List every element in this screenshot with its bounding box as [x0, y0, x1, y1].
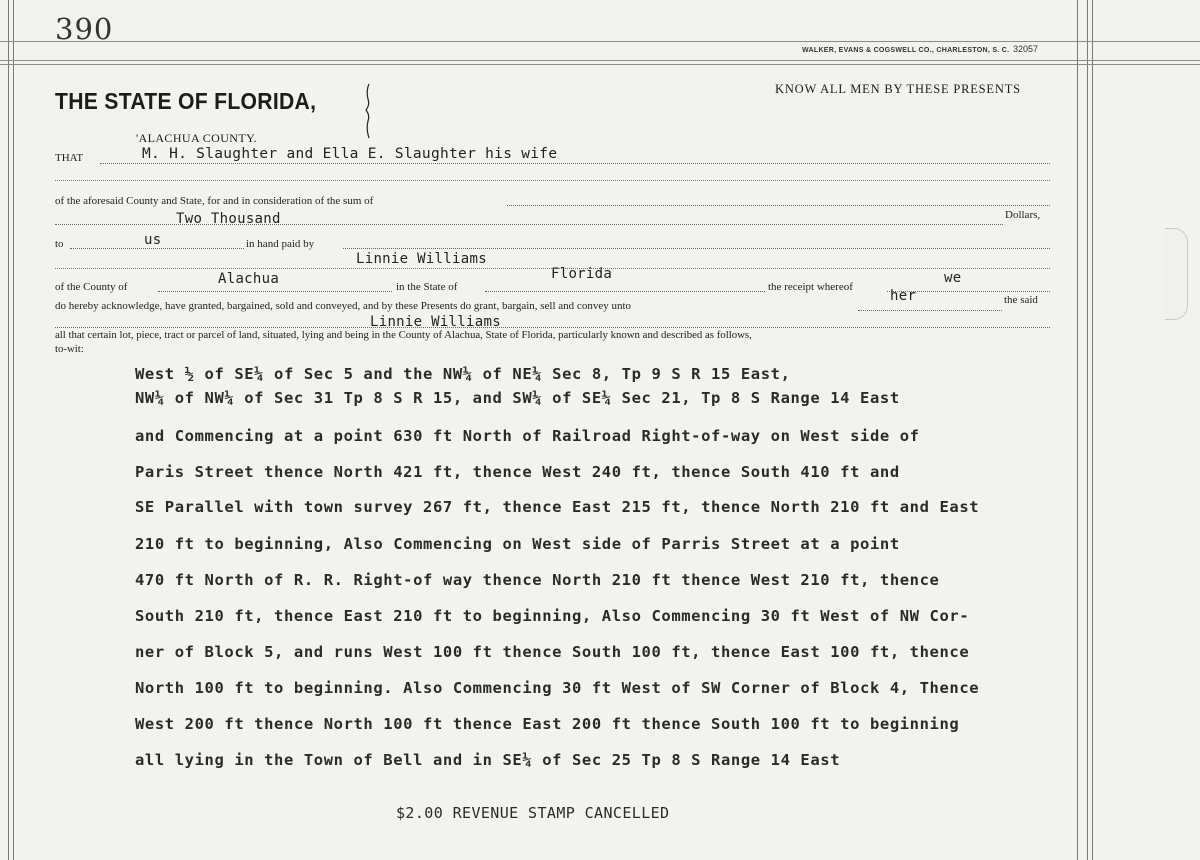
description-line: North 100 ft to beginning. Also Commencing 30 ft West of SW Corner of Block 4, Thence [135, 679, 980, 697]
state-title: THE STATE OF FLORIDA, [55, 88, 317, 114]
grantor-line [100, 163, 1050, 164]
grantee-name-1: Linnie Williams [356, 251, 487, 267]
county-line [158, 291, 392, 292]
brace-mark [363, 83, 373, 139]
description-line: all lying in the Town of Bell and in SE¼ of Sec 25 Tp 8 S Range 14 East [135, 751, 841, 769]
page-number: 390 [55, 12, 114, 46]
receipt-value: we [944, 270, 962, 286]
the-said-label: the said [1004, 294, 1038, 306]
dollars-label: Dollars, [1005, 209, 1041, 221]
unto-value: her [890, 288, 917, 304]
amount-line [55, 224, 1003, 225]
revenue-stamp-note: $2.00 REVENUE STAMP CANCELLED [396, 804, 670, 822]
county-heading: 'ALACHUA COUNTY. [136, 131, 258, 145]
description-line: NW¼ of NW¼ of Sec 31 Tp 8 S R 15, and SW¼ of SE¼ Sec 21, Tp 8 S Range 14 East [135, 389, 900, 407]
that-label: THAT [55, 152, 84, 164]
description-line: South 210 ft, thence East 210 ft to beginning, Also Commencing 30 ft West of NW Cor- [135, 607, 970, 625]
description-line: West 200 ft thence North 100 ft thence East 200 ft thence South 100 ft to beginning [135, 715, 960, 733]
top-rule-3 [0, 64, 1200, 65]
blank-line-1 [55, 180, 1050, 181]
binder-hole-mark [1165, 228, 1188, 320]
grantee-name-2: Linnie Williams [370, 314, 501, 330]
amount-words: Two Thousand [176, 211, 281, 227]
conveys-text: do hereby acknowledge, have granted, bargained, sold and conveyed, and by these Presents do grant, bargain, sell and convey unto [55, 300, 632, 312]
description-line: 470 ft North of R. R. Right-of way thence North 210 ft thence West 210 ft, thence [135, 571, 940, 589]
to-line [70, 248, 244, 249]
grantee-line-2 [55, 327, 1050, 328]
description-line: 210 ft to beginning, Also Commencing on West side of Parris Street at a point [135, 535, 900, 553]
printer-number: 32057 [1013, 44, 1039, 54]
description-line: West ½ of SE¼ of Sec 5 and the NW¼ of NE¼ Sec 8, Tp 9 S R 15 East, [135, 365, 791, 383]
printer-imprint: WALKER, EVANS & COGSWELL CO., CHARLESTON, S. C. [802, 47, 1010, 54]
description-line: and Commencing at a point 630 ft North of Railroad Right-of-way on West side of [135, 427, 920, 445]
state-value: Florida [551, 266, 613, 282]
paid-by-line [343, 248, 1050, 249]
right-margin-line-outer [1092, 0, 1093, 860]
right-margin-line [1077, 0, 1078, 860]
receipt-label: the receipt whereof [768, 281, 853, 293]
top-rule [0, 41, 1200, 42]
know-all-heading: KNOW ALL MEN BY THESE PRESENTS [775, 82, 1021, 96]
aforesaid-text: of the aforesaid County and State, for and in consideration of the sum of [55, 195, 374, 207]
state-of-label: in the State of [396, 281, 458, 293]
unto-line [858, 310, 1002, 311]
to-wit-label: to-wit: [55, 343, 84, 355]
paid-by-label: in hand paid by [246, 238, 315, 250]
state-line [485, 291, 765, 292]
top-rule-2 [0, 60, 1200, 61]
left-margin-line-inner [13, 0, 14, 860]
county-value: Alachua [218, 271, 280, 287]
description-line: ner of Block 5, and runs West 100 ft thence South 100 ft, thence East 100 ft, thence [135, 643, 970, 661]
land-text: all that certain lot, piece, tract or parcel of land, situated, lying and being in the County of Alachua, State of Florida, particularly known and described as follows, [55, 329, 752, 341]
to-value: us [144, 232, 162, 248]
left-margin-line [8, 0, 9, 860]
description-line: SE Parallel with town survey 267 ft, thence East 215 ft, thence North 210 ft and East [135, 498, 980, 516]
consideration-line [507, 205, 1050, 206]
right-margin-line-inner [1087, 0, 1088, 860]
to-label: to [55, 238, 64, 250]
description-line: Paris Street thence North 421 ft, thence West 240 ft, thence South 410 ft and [135, 463, 900, 481]
grantor-names: M. H. Slaughter and Ella E. Slaughter his wife [142, 146, 558, 162]
county-of-label: of the County of [55, 281, 128, 293]
